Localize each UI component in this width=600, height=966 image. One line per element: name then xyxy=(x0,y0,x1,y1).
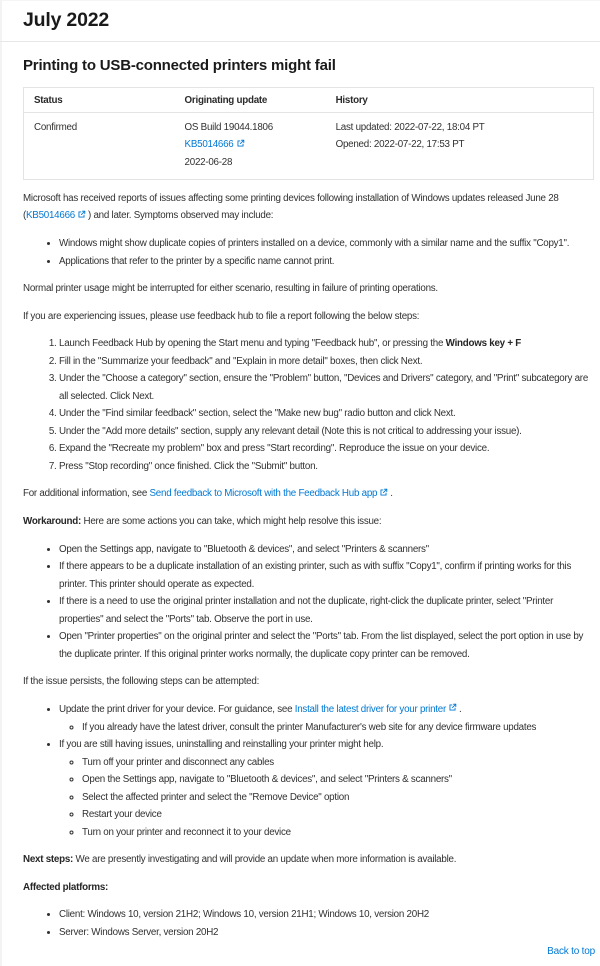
table-header-row xyxy=(24,88,594,113)
sub-list-item: ◦ Open the Settings app, navigate to "Bluetooth & devices", and select "Printers & scanners" xyxy=(82,771,594,789)
additional-info-text: For additional information, see xyxy=(23,488,150,499)
list-item: • Open "Printer properties" on the original printer and select the "Ports" tab. From the list displayed, select the port option in use by the duplicate printer. If this original printer works normally, the duplicate copy printer can be removed. xyxy=(59,628,594,663)
workaround-paragraph xyxy=(23,513,594,531)
last-updated: Last updated: 2022-07-22, 18:04 PT xyxy=(335,122,485,133)
issue-status-table xyxy=(23,87,594,180)
step-item: 3. Under the "Choose a category" section, ensure the "Problem" button, "Devices and Drivers" category, and "Print" subcategory are all selected. Click Next. xyxy=(59,370,594,405)
status-cell: Confirmed xyxy=(34,122,77,133)
symptoms-list xyxy=(23,235,594,270)
driver-text-period: . xyxy=(458,703,462,715)
additional-info-paragraph xyxy=(23,485,594,503)
column-header-status: Status xyxy=(24,88,175,113)
step-item: 6. Expand the "Recreate my problem" box and press "Start recording". Reproduce the issue on your device. xyxy=(59,440,594,458)
affected-platforms-paragraph xyxy=(23,879,594,897)
kb-link[interactable]: KB5014666 xyxy=(184,139,234,150)
list-item xyxy=(59,701,594,737)
feedback-intro-paragraph: If you are experiencing issues, please use feedback hub to file a report following the below steps: xyxy=(23,310,420,322)
sub-list-item: ◦ Turn off your printer and disconnect any cables xyxy=(82,754,594,772)
external-link-icon xyxy=(379,486,388,504)
issue-title: Printing to USB-connected printers might fail xyxy=(23,57,336,74)
kb-link-line xyxy=(185,136,316,154)
next-steps-paragraph xyxy=(23,851,594,869)
normal-usage-paragraph: Normal printer usage might be interrupted for either scenario, resulting in failure of printing operations. xyxy=(23,283,438,294)
intro-paragraph xyxy=(23,190,594,226)
install-driver-link[interactable]: Install the latest driver for your printer xyxy=(294,703,446,715)
intro-text-after: ) and later. Symptoms observed may include: xyxy=(87,210,274,221)
next-steps-label: Next steps: xyxy=(23,854,74,865)
feedback-steps-list xyxy=(23,335,594,475)
list-item: • If there appears to be a duplicate installation of an existing printer, such as with suffix "Copy1", confirm if printing works for this printer. This printer should operate as expected. xyxy=(59,558,594,593)
list-item: • If there is a need to use the original printer installation and not the duplicate, right-click the duplicate printer, select "Printer properties" and select the "Ports" tab. Observe the port in use. xyxy=(59,593,594,628)
sub-list-item: ◦ If you already have the latest driver, consult the printer Manufacturer's web site for any device firmware updates xyxy=(82,719,594,737)
release-date: 2022-06-28 xyxy=(184,156,233,168)
back-to-top-container xyxy=(547,943,595,961)
opened: Opened: 2022-07-22, 17:53 PT xyxy=(335,139,465,150)
history-cell xyxy=(326,113,594,180)
list-item: • Server: Windows Server, version 20H2 xyxy=(59,924,594,942)
table-row xyxy=(24,113,594,180)
step-text: Launch Feedback Hub by opening the Start menu and typing "Feedback hub", or pressing the xyxy=(59,338,446,349)
workaround-label: Workaround: xyxy=(23,516,82,527)
external-link-icon xyxy=(236,137,245,154)
os-build: OS Build 19044.1806 xyxy=(184,122,273,133)
list-item: • Windows might show duplicate copies of printers installed on a device, commonly with a similar name and the suffix "Copy1". xyxy=(59,235,594,253)
step-item: 7. Press "Stop recording" once finished. Click the "Submit" button. xyxy=(59,458,594,476)
workaround-list xyxy=(23,541,594,664)
next-steps-text: We are presently investigating and will provide an update when more information is available. xyxy=(73,854,457,865)
driver-sub-list xyxy=(59,719,594,737)
page-title: July 2022 xyxy=(23,9,110,31)
kb-link-inline[interactable]: KB5014666 xyxy=(26,210,75,221)
reinstall-sub-list xyxy=(59,754,594,842)
column-header-history: History xyxy=(326,88,594,113)
sub-list-item: ◦ Restart your device xyxy=(82,806,594,824)
external-link-icon xyxy=(77,208,86,226)
reinstall-text: If you are still having issues, uninstalling and reinstalling your printer might help. xyxy=(59,739,384,750)
list-item: • Client: Windows 10, version 21H2; Windows 10, version 21H1; Windows 10, version 20H2 xyxy=(59,906,594,924)
sub-list-item: ◦ Turn on your printer and reconnect it to your device xyxy=(82,824,594,842)
column-header-originating-update: Originating update xyxy=(175,88,326,113)
external-link-icon xyxy=(448,701,457,719)
title-divider xyxy=(0,41,600,42)
back-to-top-link[interactable]: Back to top xyxy=(547,945,595,957)
workaround-text: Here are some actions you can take, which might help resolve this issue: xyxy=(81,516,382,527)
platforms-list xyxy=(23,906,594,941)
step-bold-text: Windows key + F xyxy=(445,338,522,349)
step-item: 2. Fill in the "Summarize your feedback" and "Explain in more detail" boxes, then click Next. xyxy=(59,353,594,371)
list-item: • Open the Settings app, navigate to "Bluetooth & devices", and select "Printers & scanners" xyxy=(59,541,594,559)
persist-intro-paragraph: If the issue persists, the following steps can be attempted: xyxy=(23,676,260,687)
list-item xyxy=(59,736,594,841)
list-item: • Applications that refer to the printer by a specific name cannot print. xyxy=(59,253,594,271)
affected-platforms-label: Affected platforms: xyxy=(23,881,109,893)
additional-info-period: . xyxy=(390,488,393,499)
sub-list-item: ◦ Select the affected printer and select the "Remove Device" option xyxy=(82,789,594,807)
driver-text: Update the print driver for your device. For guidance, see xyxy=(59,703,295,715)
feedback-hub-link[interactable]: Send feedback to Microsoft with the Feedback Hub app xyxy=(149,488,378,499)
step-item: 5. Under the "Add more details" section, supply any relevant detail (Note this is not critical to addressing your issue). xyxy=(59,423,594,441)
persist-list xyxy=(23,701,594,842)
intro-text-before: Microsoft has received reports of issues affecting some printing devices following installation of Windows updates released June 28 ( xyxy=(23,192,559,221)
originating-update-cell xyxy=(175,113,326,180)
step-item: 4. Under the "Find similar feedback" section, select the "Make new bug" radio button and click Next. xyxy=(59,405,594,423)
step-item xyxy=(59,335,594,353)
